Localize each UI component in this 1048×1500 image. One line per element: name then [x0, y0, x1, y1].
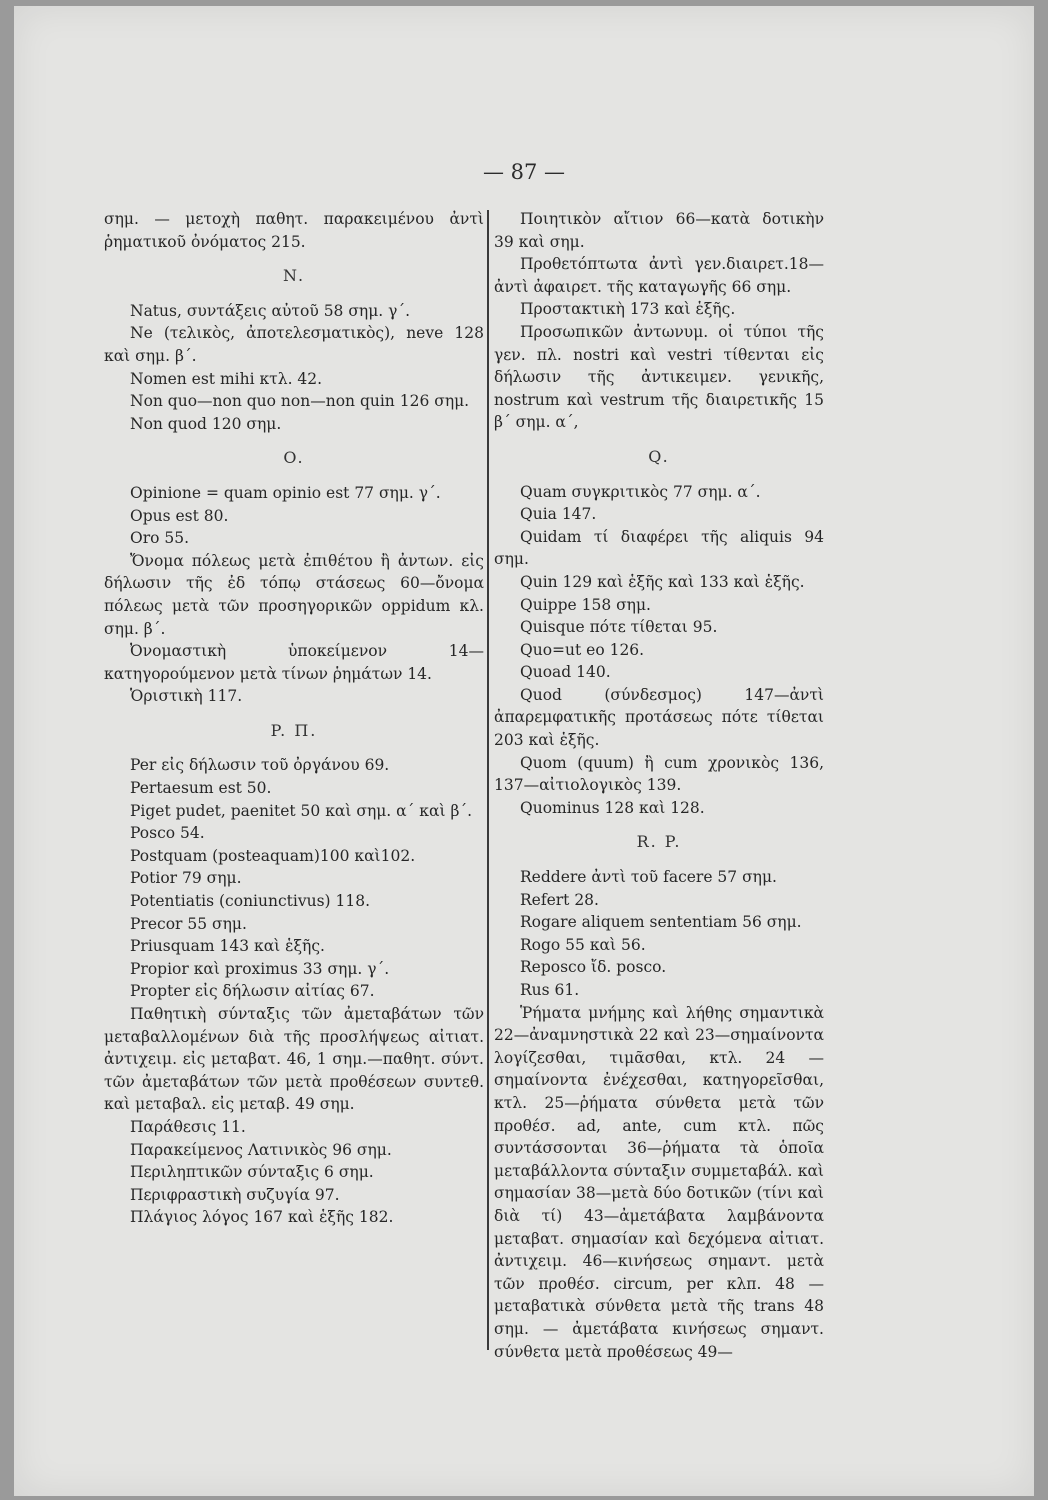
index-entry: Quo=ut eo 126.: [520, 640, 645, 659]
index-entry: Oro 55.: [130, 529, 190, 548]
index-entry: Opus est 80.: [130, 506, 229, 525]
index-column-left: [104, 208, 484, 1229]
index-entry: Quia 147.: [520, 505, 597, 524]
page-number: — 87 —: [482, 160, 566, 184]
index-entry: Ῥήματα μνήμης καὶ λήθης σημαντικὰ 22—ἀναμνηστικὰ 22 καὶ 23—σημαίνοντα λογίζεσθαι, τιμᾶσθαι, κτλ. 24 — σημαίνοντα ἐνέχεσθαι, κατηγορεῖσθαι, κτλ. 25—ῥήματα σύνθετα μετὰ τῶν προθέσ. ad, ante, cum κτλ. πῶς συντάσσονται 36—ῥήματα τὰ ὁποῖα μεταβάλλοντα σύνταξιν συμμεταβάλ. καὶ σημασίαν 38—μετὰ δύο δοτικῶν (τίνι καὶ διὰ τί) 43—ἀμετάβατα λαμβάνοντα μεταβατ. σημασίαν καὶ δεχόμενα αἰτιατ. ἀντιχειμ. 46—κινήσεως σημαντ. μετὰ τῶν προθέσ. circum, per κλπ. 48 — μεταβατικὰ σύνθετα μετὰ τῆς trans 48 σημ. — ἀμετάβατα κινήσεως σημαντ. σύνθετα μετὰ προθέσεως 49—: [494, 1003, 824, 1361]
index-entry: Περιληπτικῶν σύνταξις 6 σημ.: [130, 1163, 374, 1182]
index-entry: Propior καὶ proximus 33 σημ. γ΄.: [130, 959, 390, 978]
section-letter-heading: Q.: [648, 446, 670, 466]
section-letter-heading: N.: [282, 266, 306, 286]
index-entry: Rogare aliquem sententiam 56 σημ.: [520, 913, 802, 932]
index-entry: Rogo 55 καὶ 56.: [520, 935, 646, 954]
index-entry: Reposco ἴδ. posco.: [520, 958, 667, 977]
index-entry: Opinione = quam opinio est 77 σημ. γ΄.: [130, 483, 441, 502]
index-entry: Πλάγιος λόγος 167 καὶ ἑξῆς 182.: [130, 1208, 394, 1227]
index-entry: Ὁριστικὴ 117.: [130, 687, 243, 706]
index-entry: Προσωπικῶν ἀντωνυμ. οἱ τύποι τῆς γεν. πλ. nostri καὶ vestri τίθενται εἰς δήλωσιν τῆς ἀντικειμεν. γενικῆς, nostrum καὶ vestrum τῆς διαιρετικῆς 15 β΄ σημ. α΄,: [494, 322, 824, 432]
index-entry: Προστακτικὴ 173 καὶ ἑξῆς.: [520, 300, 736, 319]
index-entry: Quominus 128 καὶ 128.: [520, 798, 705, 817]
index-entry: Non quo—non quo non—non quin 126 σημ.: [130, 392, 470, 411]
section-letter-heading: R. P.: [636, 832, 682, 852]
index-column-right: [494, 208, 824, 1363]
index-entry: Propter εἰς δήλωσιν αἰτίας 67.: [130, 982, 375, 1001]
index-entry: Παράθεσις 11.: [130, 1117, 246, 1136]
index-entry: Quisque πότε τίθεται 95.: [520, 618, 718, 637]
index-entry: Priusquam 143 καὶ ἑξῆς.: [130, 937, 325, 956]
index-entry: Non quod 120 σημ.: [130, 414, 282, 433]
index-entry: Παθητικὴ σύνταξις τῶν ἀμεταβάτων τῶν μεταβαλλομένων διὰ τῆς προσλήψεως αἰτιατ. ἀντιχειμ. εἰς μεταβατ. 46, 1 σημ.—παθητ. σύντ. τῶν ἀμεταβάτων τῶν μετὰ προθέσεων συντεθ. καὶ μεταβαλ. εἰς μεταβ. 49 σημ.: [104, 1005, 484, 1114]
index-entry: Ποιητικὸν αἴτιον 66—κατὰ δοτικὴν 39 καὶ σημ.: [494, 210, 824, 251]
index-entry: Quod (σύνδεσμος) 147—ἀντὶ ἀπαρεμφατικῆς προτάσεως πότε τίθεται 203 καὶ ἑξῆς.: [494, 685, 824, 750]
section-letter-heading: P. Π.: [270, 720, 318, 740]
index-entry: Προθετόπτωτα ἀντὶ γεν.διαιρετ.18—ἀντὶ ἀφαιρετ. τῆς καταγωγῆς 66 σημ.: [494, 255, 824, 296]
index-entry: Posco 54.: [130, 824, 205, 843]
index-entry: Quoad 140.: [520, 663, 611, 682]
index-entry: Potior 79 σημ.: [130, 869, 242, 888]
index-entry: Nomen est mihi κτλ. 42.: [130, 369, 323, 388]
index-entry: Quin 129 καὶ ἑξῆς καὶ 133 καὶ ἑξῆς.: [520, 572, 805, 591]
index-entry: Precor 55 σημ.: [130, 914, 247, 933]
index-entry: Natus, συντάξεις αὐτοῦ 58 σημ. γ΄.: [130, 301, 411, 320]
index-entry: Ὄνομα πόλεως μετὰ ἐπιθέτου ἢ ἀντων. εἰς δήλωσιν τῆς ἐδ τόπῳ στάσεως 60—ὄνομα πόλεως μετὰ τῶν προσηγορικῶν oppidum κλ. σημ. β΄.: [104, 551, 484, 638]
section-letter-heading: O.: [283, 448, 305, 468]
index-entry: Ne (τελικὸς, ἀποτελεσματικὸς), neve 128 καὶ σημ. β΄.: [104, 324, 484, 365]
index-entry: Postquam (posteaquam)100 καὶ102.: [130, 846, 416, 865]
index-entry: Περιφραστικὴ συζυγία 97.: [130, 1185, 340, 1204]
index-entry: Quom (quum) ἢ cum χρονικὸς 136, 137—αἰτιολογικὸς 139.: [494, 753, 824, 795]
index-entry: Quam συγκριτικὸς 77 σημ. α΄.: [520, 482, 761, 501]
index-entry: Παρακείμενος Λατινικὸς 96 σημ.: [130, 1140, 392, 1159]
index-entry: Reddere ἀντὶ τοῦ facere 57 σημ.: [520, 868, 777, 887]
index-entry: Per εἰς δήλωσιν τοῦ ὀργάνου 69.: [130, 756, 390, 775]
index-entry: Piget pudet, paenitet 50 καὶ σημ. α΄ καὶ β΄.: [130, 801, 473, 820]
index-entry: Pertaesum est 50.: [130, 779, 272, 798]
index-entry: Potentiatis (coniunctivus) 118.: [130, 892, 371, 911]
index-entry: Rus 61.: [520, 981, 580, 999]
column-divider: [487, 210, 489, 1350]
index-entry: Quippe 158 σημ.: [520, 595, 651, 614]
index-entry: Quidam τί διαφέρει τῆς aliquis 94 σημ.: [494, 527, 824, 569]
index-entry: Refert 28.: [520, 890, 599, 909]
index-entry: Ὀνομαστικὴ ὑποκείμενον 14—κατηγορούμενον μετὰ τίνων ῥημάτων 14.: [104, 642, 484, 683]
index-entry: σημ. — μετοχὴ παθητ. παρακειμένου ἀντὶ ῥηματικοῦ ὀνόματος 215.: [104, 210, 484, 251]
